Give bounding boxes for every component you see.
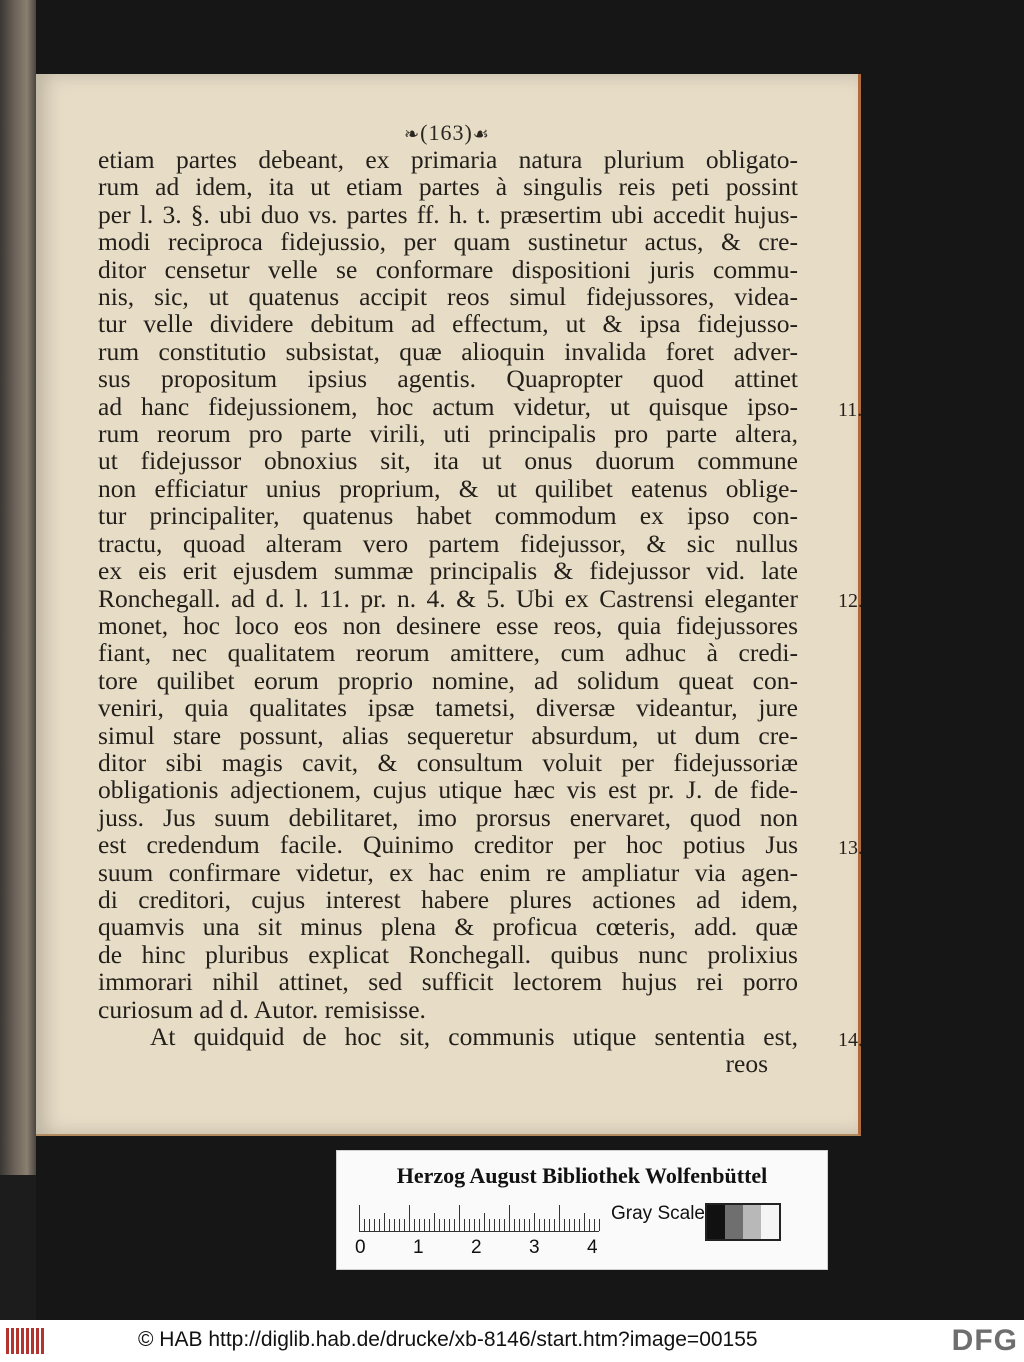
ruler-tick xyxy=(574,1219,575,1231)
ruler-tick xyxy=(524,1219,525,1231)
margin-note-number: 14. xyxy=(838,1028,863,1051)
ruler-tick xyxy=(509,1205,510,1231)
ruler-tick xyxy=(479,1219,480,1231)
text-line: tur principaliter, quatenus habet commodum ex ipso con- xyxy=(98,501,798,531)
copyright-link[interactable]: © HAB http://diglib.hab.de/drucke/xb-8146/start.htm?image=00155 xyxy=(138,1328,758,1351)
ruler-tick xyxy=(544,1219,545,1231)
ruler-number: 4 xyxy=(587,1237,598,1258)
ruler-tick xyxy=(539,1219,540,1231)
ruler-tick xyxy=(559,1205,560,1231)
ruler-tick xyxy=(449,1219,450,1231)
text-line: suum confirmare videtur, ex hac enim re ampliatur via agen- xyxy=(98,857,798,887)
hab-logo-icon xyxy=(6,1328,46,1354)
ruler-tick xyxy=(534,1213,535,1231)
ruler-tick xyxy=(454,1219,455,1231)
ornament-right-icon: ☙ xyxy=(472,124,490,144)
text-line: di creditori, cujus interest habere plures actiones ad idem, xyxy=(98,884,798,914)
ruler-tick xyxy=(369,1219,370,1231)
ruler-number: 0 xyxy=(355,1237,366,1258)
ruler-tick xyxy=(584,1213,585,1231)
book-spine xyxy=(0,0,36,1175)
gray-swatch xyxy=(743,1205,761,1239)
text-line: etiam partes debeant, ex primaria natura plurium obligato- xyxy=(98,145,798,174)
ruler-tick xyxy=(484,1213,485,1231)
ruler-tick xyxy=(564,1219,565,1231)
text-line: tractu, quoad alteram vero partem fidejussor, & sic nullus xyxy=(98,528,798,558)
ruler-tick xyxy=(464,1219,465,1231)
ruler-tick xyxy=(429,1219,430,1231)
text-line: simul stare possunt, alias sequeretur absurdum, ut dum cre- xyxy=(98,720,798,750)
text-line: est credendum facile. Quinimo creditor per hoc potius Jus xyxy=(98,830,798,860)
ruler-tick xyxy=(359,1205,360,1231)
page-number: (163) xyxy=(420,120,473,145)
ruler-tick xyxy=(459,1205,460,1231)
text-line: rum ad idem, ita ut etiam partes à singulis reis peti possint xyxy=(98,172,798,202)
ruler-tick xyxy=(474,1219,475,1231)
gray-swatch xyxy=(725,1205,743,1239)
ruler-tick xyxy=(364,1219,365,1231)
ruler-tick xyxy=(399,1219,400,1231)
ruler-tick xyxy=(549,1219,550,1231)
page-body-text xyxy=(98,145,863,1079)
ruler-number: 1 xyxy=(413,1237,424,1258)
ruler-tick xyxy=(579,1219,580,1231)
ruler-number: 2 xyxy=(471,1237,482,1258)
ruler-tick xyxy=(409,1205,410,1231)
ruler-tick xyxy=(419,1219,420,1231)
page-header xyxy=(36,120,858,146)
ruler-tick xyxy=(404,1219,405,1231)
text-line: non efficiatur unius proprium, & ut quilibet eatenus oblige- xyxy=(98,473,798,503)
ruler-tick xyxy=(529,1219,530,1231)
gray-swatch xyxy=(761,1205,779,1239)
ruler-tick xyxy=(384,1213,385,1231)
ruler-tick xyxy=(499,1219,500,1231)
ruler-tick xyxy=(444,1219,445,1231)
gray-swatch xyxy=(707,1205,725,1239)
text-line: modi reciproca fidejussio, per quam sustinetur actus, & cre- xyxy=(98,227,798,257)
library-name: Herzog August Bibliothek Wolfenbüttel xyxy=(396,1163,768,1188)
text-line: sus propositum ipsius agentis. Quapropter quod attinet xyxy=(98,364,798,394)
text-line: ut fidejussor obnoxius sit, ita ut onus duorum commune xyxy=(98,446,798,476)
text-line: rum constitutio subsistat, quæ alioquin invalida foret adver- xyxy=(98,336,798,366)
text-line: ad hanc fidejussionem, hoc actum videtur, ut quisque ipso- xyxy=(98,391,798,421)
ornament-left-icon: ❧ xyxy=(404,124,421,144)
ruler-number: 3 xyxy=(529,1237,540,1258)
ruler-tick xyxy=(519,1219,520,1231)
ruler-tick xyxy=(589,1219,590,1231)
dfg-logo: DFG xyxy=(951,1324,1018,1357)
text-line: monet, hoc loco eos non desinere esse reos, quia fidejussores xyxy=(98,610,798,640)
gray-scale-label: Gray Scale xyxy=(611,1203,705,1224)
text-line: ex eis erit ejusdem summæ principalis & fidejussor vid. late xyxy=(98,556,798,586)
text-line: per l. 3. §. ubi duo vs. partes ff. h. t. præsertim ubi accedit hujus- xyxy=(98,199,798,229)
text-line: At quidquid de hoc sit, communis utique sententia est, xyxy=(150,1022,798,1051)
ruler-tick xyxy=(569,1219,570,1231)
text-line: reos xyxy=(725,1049,768,1079)
ruler-tick xyxy=(494,1219,495,1231)
text-line: quamvis una sit minus plena & proficua cœteris, add. quæ xyxy=(98,912,798,942)
footer-bar xyxy=(0,1320,1024,1362)
ruler-tick xyxy=(504,1219,505,1231)
ruler-tick xyxy=(374,1219,375,1231)
gray-scale-swatches xyxy=(705,1203,781,1241)
text-line: veniri, quia qualitates ipsæ tametsi, diversæ videantur, jure xyxy=(98,693,798,723)
text-line: curiosum ad d. Autor. remisisse. xyxy=(98,994,426,1024)
ruler-tick xyxy=(379,1219,380,1231)
ruler-tick xyxy=(594,1219,595,1231)
text-line: de hinc pluribus explicat Ronchegall. quibus nunc prolixius xyxy=(98,939,798,969)
ruler-tick xyxy=(554,1219,555,1231)
ruler-tick xyxy=(514,1219,515,1231)
ruler-tick xyxy=(469,1219,470,1231)
margin-note-number: 12. xyxy=(838,590,863,613)
margin-note-number: 13. xyxy=(838,837,863,859)
text-line: juss. Jus suum debilitaret, imo prorsus enervaret, quod non xyxy=(98,802,798,832)
text-line: obligationis adjectionem, cujus utique hæc vis est pr. J. de fide- xyxy=(98,775,798,805)
ruler-tick xyxy=(394,1219,395,1231)
text-line: fiant, nec qualitatem reorum amittere, cum adhuc à credi- xyxy=(98,638,798,668)
ruler-tick xyxy=(434,1213,435,1231)
text-line: immorari nihil attinet, sed sufficit lectorem hujus rei porro xyxy=(98,967,798,997)
color-reference-card xyxy=(336,1150,828,1270)
ruler-tick xyxy=(424,1219,425,1231)
text-line: tur velle dividere debitum ad effectum, ut & ipsa fidejusso- xyxy=(98,309,798,339)
text-line: ditor censetur velle se conformare dispositioni juris commu- xyxy=(98,254,798,284)
text-line: Ronchegall. ad d. l. 11. pr. n. 4. & 5. Ubi ex Castrensi eleganter xyxy=(98,583,798,613)
ruler-tick xyxy=(439,1219,440,1231)
book-page xyxy=(36,74,861,1136)
ruler-tick xyxy=(414,1219,415,1231)
text-line: ditor sibi magis cavit, & consultum voluit per fidejussoriæ xyxy=(98,747,798,777)
measurement-ruler xyxy=(359,1203,599,1232)
text-line: tore quilibet eorum proprio nomine, ad solidum queat con- xyxy=(98,665,798,695)
ruler-tick xyxy=(389,1219,390,1231)
margin-note-number: 11. xyxy=(838,398,863,421)
text-line: nis, sic, ut quatenus accipit reos simul fidejussores, videa- xyxy=(98,282,798,312)
ruler-tick xyxy=(599,1219,600,1231)
ruler-tick xyxy=(489,1219,490,1231)
text-line: rum reorum pro parte virili, uti principalis pro parte altera, xyxy=(98,419,798,449)
